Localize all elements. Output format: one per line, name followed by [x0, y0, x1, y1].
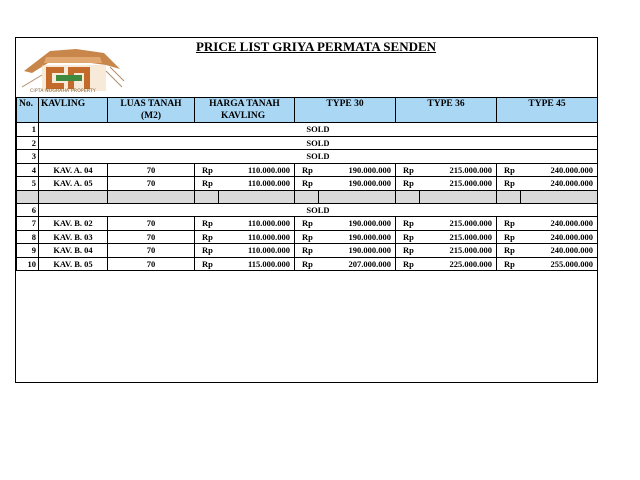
table-row: [17, 244, 598, 258]
row-number: 1: [17, 123, 39, 137]
page-title: PRICE LIST GRIYA PERMATA SENDEN: [195, 39, 437, 54]
type30-price-cell: 207.000.000: [319, 257, 396, 271]
currency-label: Rp: [497, 163, 521, 177]
col-kavling-header: KAVLING: [39, 98, 108, 123]
separator-cell: [319, 190, 396, 203]
price-list-sheet: [15, 37, 598, 383]
type45-price-cell: 240.000.000: [521, 244, 598, 258]
kavling-cell: KAV. B. 04: [39, 244, 108, 258]
kavling-cell: KAV. B. 03: [39, 230, 108, 244]
currency-label: Rp: [195, 257, 219, 271]
price-table: [16, 97, 598, 271]
currency-label: Rp: [396, 217, 420, 231]
harga-header-line1: HARGA TANAH: [209, 99, 280, 109]
luas-cell: 70: [108, 217, 195, 231]
logo-caption: CIPTA NUGRAHA PROPERTY: [30, 89, 96, 94]
currency-label: Rp: [497, 244, 521, 258]
separator-cell: [219, 190, 295, 203]
row-number: 7: [17, 217, 39, 231]
currency-label: Rp: [396, 230, 420, 244]
type30-price-cell: 190.000.000: [319, 244, 396, 258]
separator-cell: [396, 190, 420, 203]
currency-label: Rp: [396, 177, 420, 191]
type45-price-cell: 240.000.000: [521, 177, 598, 191]
row-number: 6: [17, 203, 39, 217]
table-row: [17, 230, 598, 244]
sold-status: SOLD: [39, 123, 598, 137]
currency-label: Rp: [195, 217, 219, 231]
harga-tanah-cell: 110.000.000: [219, 177, 295, 191]
type36-price-cell: 215.000.000: [420, 163, 497, 177]
row-number: 3: [17, 150, 39, 164]
type36-price-cell: 215.000.000: [420, 217, 497, 231]
separator-cell: [39, 190, 108, 203]
col-harga-header: [195, 98, 295, 123]
type36-price-cell: 225.000.000: [420, 257, 497, 271]
separator-cell: [420, 190, 497, 203]
luas-cell: 70: [108, 230, 195, 244]
sold-status: SOLD: [39, 136, 598, 150]
currency-label: Rp: [295, 244, 319, 258]
type30-price-cell: 190.000.000: [319, 163, 396, 177]
currency-label: Rp: [195, 244, 219, 258]
currency-label: Rp: [295, 217, 319, 231]
col-type45-header: TYPE 45: [497, 98, 598, 123]
separator-cell: [497, 190, 521, 203]
table-row: [17, 177, 598, 191]
currency-label: Rp: [295, 230, 319, 244]
price-table-body: [17, 123, 598, 271]
row-number: 8: [17, 230, 39, 244]
luas-header-line1: LUAS TANAH: [120, 99, 182, 109]
table-row-sold: [17, 136, 598, 150]
type45-price-cell: 240.000.000: [521, 163, 598, 177]
type30-price-cell: 190.000.000: [319, 177, 396, 191]
harga-tanah-cell: 110.000.000: [219, 163, 295, 177]
header-row: [17, 98, 598, 123]
separator-cell: [17, 190, 39, 203]
type45-price-cell: 240.000.000: [521, 217, 598, 231]
currency-label: Rp: [497, 177, 521, 191]
col-no-header: No.: [17, 98, 39, 123]
harga-tanah-cell: 110.000.000: [219, 244, 295, 258]
separator-cell: [521, 190, 598, 203]
row-number: 5: [17, 177, 39, 191]
type36-price-cell: 215.000.000: [420, 244, 497, 258]
kavling-cell: KAV. A. 04: [39, 163, 108, 177]
table-row: [17, 257, 598, 271]
sold-status: SOLD: [39, 203, 598, 217]
kavling-cell: KAV. B. 02: [39, 217, 108, 231]
currency-label: Rp: [195, 230, 219, 244]
table-row: [17, 217, 598, 231]
separator-row: [17, 190, 598, 203]
kavling-cell: KAV. B. 05: [39, 257, 108, 271]
kavling-cell: KAV. A. 05: [39, 177, 108, 191]
harga-tanah-cell: 110.000.000: [219, 217, 295, 231]
type36-price-cell: 215.000.000: [420, 177, 497, 191]
row-number: 9: [17, 244, 39, 258]
harga-tanah-cell: 115.000.000: [219, 257, 295, 271]
luas-cell: 70: [108, 177, 195, 191]
currency-label: Rp: [497, 257, 521, 271]
separator-cell: [108, 190, 195, 203]
company-logo: [20, 41, 125, 97]
currency-label: Rp: [497, 230, 521, 244]
table-row-sold: [17, 150, 598, 164]
table-row-sold: [17, 123, 598, 137]
row-number: 2: [17, 136, 39, 150]
currency-label: Rp: [295, 257, 319, 271]
currency-label: Rp: [396, 244, 420, 258]
row-number: 10: [17, 257, 39, 271]
type36-price-cell: 215.000.000: [420, 230, 497, 244]
separator-cell: [295, 190, 319, 203]
sold-status: SOLD: [39, 150, 598, 164]
currency-label: Rp: [497, 217, 521, 231]
harga-header-line2: KAVLING: [221, 111, 266, 121]
type30-price-cell: 190.000.000: [319, 230, 396, 244]
col-luas-header: [108, 98, 195, 123]
col-type30-header: TYPE 30: [295, 98, 396, 123]
currency-label: Rp: [295, 177, 319, 191]
luas-cell: 70: [108, 257, 195, 271]
separator-cell: [195, 190, 219, 203]
luas-cell: 70: [108, 244, 195, 258]
currency-label: Rp: [195, 177, 219, 191]
table-row-sold: [17, 203, 598, 217]
table-row: [17, 163, 598, 177]
luas-cell: 70: [108, 163, 195, 177]
currency-label: Rp: [295, 163, 319, 177]
currency-label: Rp: [396, 163, 420, 177]
type45-price-cell: 240.000.000: [521, 230, 598, 244]
currency-label: Rp: [396, 257, 420, 271]
type30-price-cell: 190.000.000: [319, 217, 396, 231]
row-number: 4: [17, 163, 39, 177]
type45-price-cell: 255.000.000: [521, 257, 598, 271]
col-type36-header: TYPE 36: [396, 98, 497, 123]
luas-header-line2: (M2): [140, 111, 162, 121]
currency-label: Rp: [195, 163, 219, 177]
harga-tanah-cell: 110.000.000: [219, 230, 295, 244]
